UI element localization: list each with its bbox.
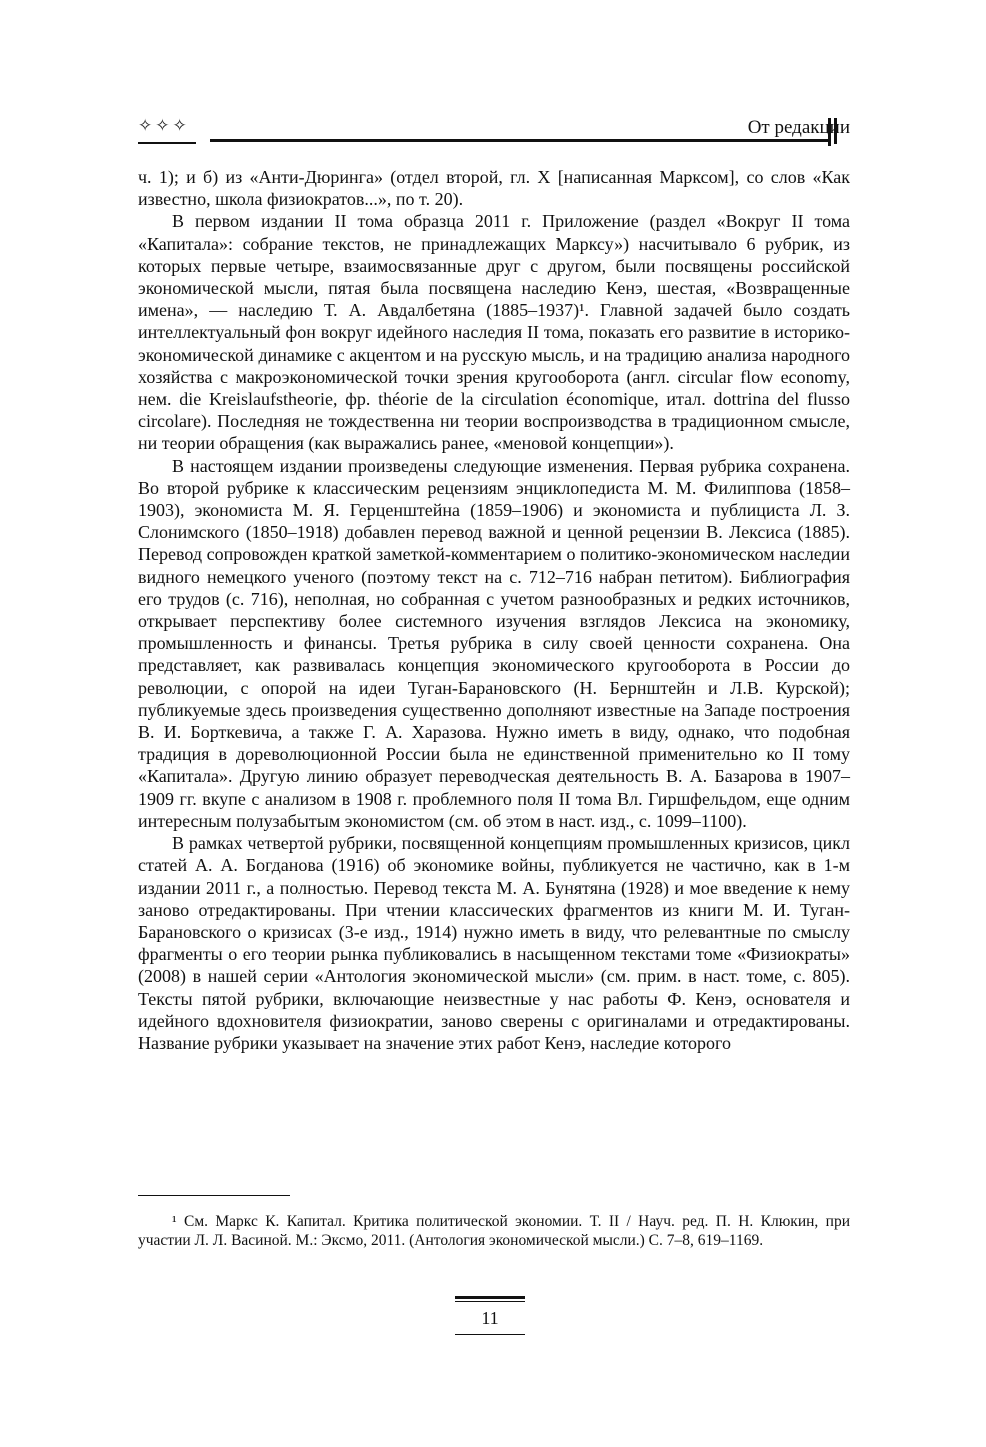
header-ornament-underline xyxy=(138,142,196,144)
body-text xyxy=(138,166,850,1054)
page-number-rule xyxy=(455,1334,525,1335)
footnote: ¹ См. Маркс К. Капитал. Критика политической экономии. Т. II / Науч. ред. П. Н. Клюкин, при участии Л. Л. Васиной. М.: Эксмо, 2011. (Антология экономической мысли.) С. 7–8, 619–1169. xyxy=(138,1213,850,1249)
header-rule xyxy=(210,139,828,142)
page-number-rule xyxy=(455,1296,525,1299)
paragraph: ч. 1); и б) из «Анти-Дюринга» (отдел второй, гл. X [написанная Марксом], со слов «Как известно, школа физиократов...», по т. 20). xyxy=(138,167,850,210)
page-number: 11 xyxy=(481,1308,499,1328)
running-header xyxy=(138,112,850,148)
paragraph: В рамках четвертой рубрики, посвященной концепциям промышленных кризисов, цикл статей А. А. Богданова (1916) об экономике войны, публикуется не частично, как в 1-м издании 2011 г., а полностью. Перевод текста М. А. Бунятяна (1928) и мое введение к нему заново отредактированы. При чтении классических фрагментов из книги М. И. Туган-Барановского о кризисах (3-е изд., 1914) нужно иметь в виду, что релевантные по смыслу фрагменты о его теории рынка публиковались в насыщенном текстами томе «Физиократы» (2008) в нашей серии «Антология экономической мысли» (см. прим. в наст. томе, с. 805). Тексты пятой рубрики, включающие неизвестные у нас работы Ф. Кенэ, основателя и идейного вдохновителя физиократии, заново сверены с оригиналами и отредактированы. Название рубрики указывает на значение этих работ Кенэ, наследие которого xyxy=(138,833,850,1053)
paragraph: В настоящем издании произведены следующие изменения. Первая рубрика сохранена. Во второй рубрике к классическим рецензиям энциклопедиста М. М. Филиппова (1858–1903), экономиста М. Я. Герценштейна (1859–1906) и экономиста и публициста Л. З. Слонимского (1850–1918) добавлен перевод важной и ценной рецензии В. Лексиса (1885). Перевод сопровожден краткой заметкой-комментарием о политико-экономическом наследии видного немецкого ученого (поэтому текст на с. 712–716 набран петитом). Библиография его трудов (с. 716), неполная, но собранная с учетом разнообразных и редких источников, открывает перспективу более системного изучения взглядов Лексиса на экономику, промышленность и финансы. Третья рубрика в силу своей ценности сохранена. Она представляет, как развивалась концепция экономического кругооборота в России до революции, с опорой на идеи Туган-Барановского (Н. Бернштейн и Л.В. Курской); публикуемые здесь произведения существенно дополняют известные на Западе построения В. И. Борткевича, а также Г. А. Харазова. Нужно иметь в виду, однако, что подобная традиция в дореволюционной России была не единственной применительно ко II тому «Капитала». Другую линию образует переводческая деятельность В. А. Базарова в 1907–1909 гг. вкупе с анализом в 1908 г. проблемного поля II тома Вл. Гиршфельдом, еще одним интересным полузабытым экономистом (см. об этом в наст. изд., с. 1099–1100). xyxy=(138,455,850,831)
page-number-block xyxy=(455,1296,525,1335)
footnote-rule xyxy=(138,1195,290,1196)
ornament-icon: ✧✧✧ xyxy=(138,116,190,135)
paragraph: В первом издании II тома образца 2011 г. Приложение (раздел «Вокруг II тома «Капитала»: собрание текстов, не принадлежащих Марксу») насчитывало 6 рубрик, из которых первые четыре, взаимосвязанные друг с другом, были посвящены российской экономической мысли, пятая была посвящена наследию Кенэ, шестая, «Возвращенные имена», — наследию Т. А. Авдалбетяна (1885–1937)¹. Главной задачей было создать интеллектуальный фон вокруг идейного наследия II тома, показать его развитие в историко-экономической динамике с акцентом и на русскую мысль, и на традицию анализа народного хозяйства с макроэкономической точки зрения кругооборота (англ. circular flow economy, нем. die Kreislaufstheorie, фр. théorie de la circulation économique, итал. dottrina del flusso circolare). Последняя не тождественна ни теории воспроизводства в традиционном смысле, ни теории обращения (как выражались ранее, «меновой концепции»). xyxy=(138,211,850,454)
section-title: От редакции xyxy=(747,117,850,138)
